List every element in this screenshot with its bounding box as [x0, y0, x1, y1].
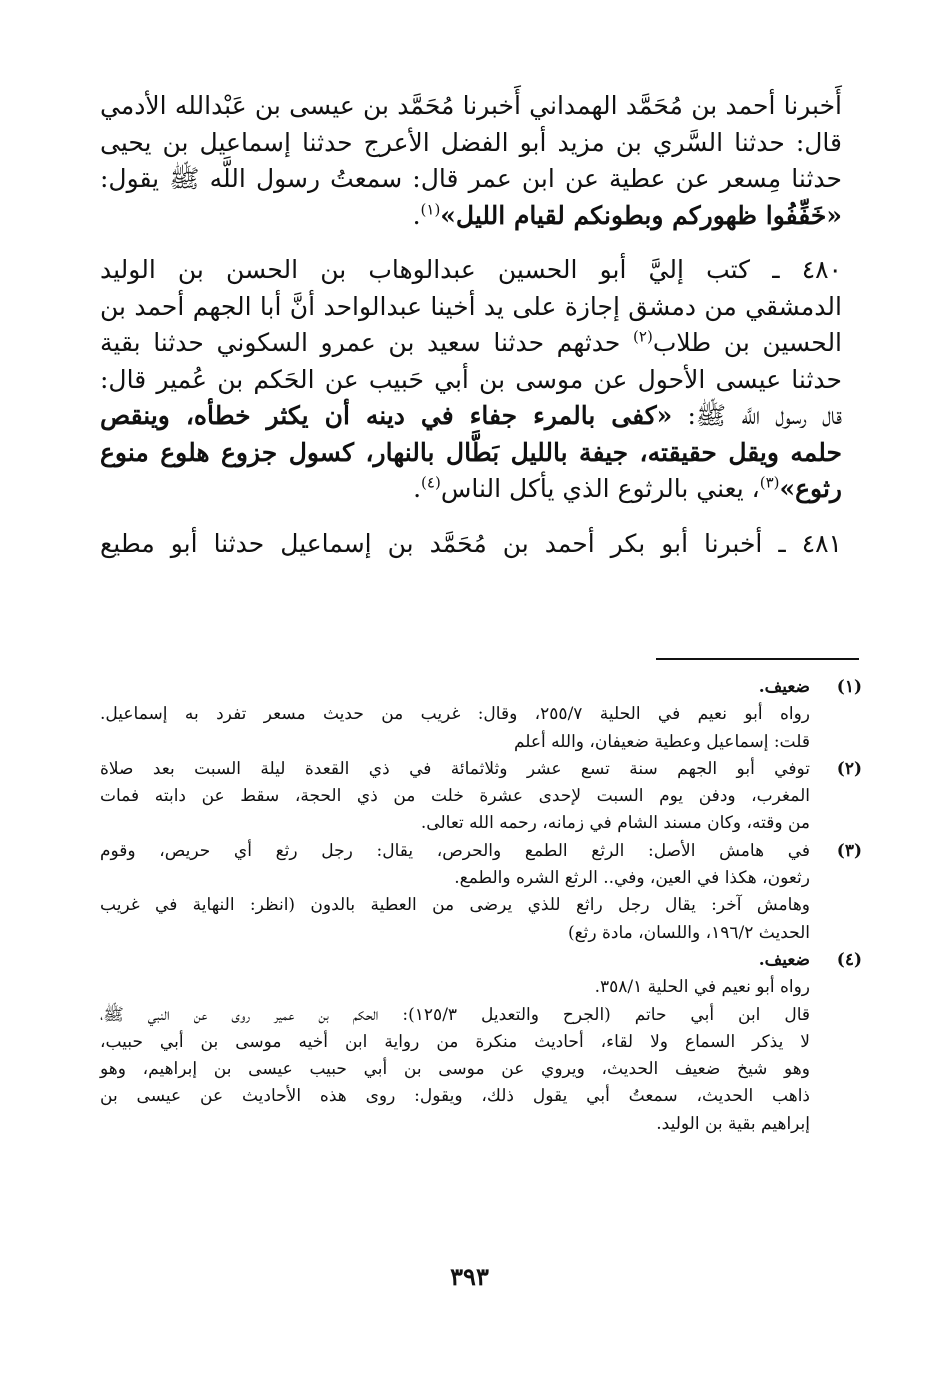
footnote-line: من وقته، وكان مسند الشام في زمانه، رحمه الله تعالى. — [420, 813, 810, 834]
footnote-line: قلت: إسماعيل وعطية ضعيفان، والله أعلم — [513, 731, 810, 752]
text-fragment: قال رسول اللَّه ﷺ: — [672, 401, 842, 430]
text-line: أَخبرنا أحمد بن مُحَمَّد الهمداني أَخبرنا مُحَمَّد بن عيسى بن عَبْدالله الأدمي — [100, 91, 842, 120]
text-line: قال: حدثنا السَّري بن مزيد أبو الفضل الأعرج حدثنا إسماعيل بن يحيى — [100, 127, 842, 157]
footnote-line: وهو شيخ ضعيف الحديث، ويروي عن موسى بن أبي حبيب عيسى بن إبراهيم، وهو — [100, 1059, 810, 1080]
footnote-line: الحديث ١٩٦/٢، واللسان، مادة رثع) — [567, 922, 810, 943]
footnote-line: في هامش الأصل: الرثع الطمع والحرص، يقال: رجل رثع أي حريص، وقوم — [100, 840, 810, 861]
text-line — [100, 435, 842, 472]
footnote-line: ضعيف. — [758, 677, 810, 697]
text-line: ٤٨١ ـ أخبرنا أبو بكر أحمد بن مُحَمَّد بن إسماعيل حدثنا أبو مطيع — [100, 528, 842, 558]
footnote-number: (١) — [836, 677, 862, 697]
footnote-line: قال ابن أبي حاتم (الجرح والتعديل ١٢٥/٣): الحكم بن عمير روى عن النبي ﷺ، — [100, 1004, 810, 1025]
footnote-ref: (٢) — [633, 327, 653, 346]
footnotes — [100, 674, 862, 1138]
footnote-2 — [100, 756, 862, 838]
hadith-text: حلمه ويقل حقيقته، جيفة بالليل بَطَّال بالنهار، كسول جزوع هلوع منوع — [100, 437, 842, 467]
page-number: ٣٩٣ — [450, 1262, 489, 1291]
footnote-line: المغرب، ودفن يوم السبت لإحدى عشرة خلت من ذي الحجة، سقط عن دابته فمات — [100, 786, 810, 807]
hadith-text: «خَفِّفُوا ظهوركم وبطونكم لقيام الليل» — [440, 200, 842, 230]
text-line: حدثنا مِسعر عن عطية عن ابن عمر قال: سمعتُ رسول اللَّه ﷺ يقول: — [100, 164, 842, 193]
hadith-text: «كفى بالمرء جفاء في دينه أن يكثر خطأه، وينقص — [100, 401, 673, 430]
footnote-ref: (٣) — [759, 473, 780, 492]
footnote-ref: (١) — [420, 200, 441, 219]
footnote-number: (٤) — [836, 949, 862, 970]
punctuation: . — [412, 200, 421, 230]
footnote-line: إبراهيم بقية بن الوليد. — [656, 1113, 810, 1134]
footnote-number: (٣) — [836, 840, 862, 861]
footnote-line: رثعون، هكذا في العين، وفي.. الرثع الشره والطمع. — [454, 868, 810, 889]
text-fragment: حدثهم حدثنا سعيد بن عمرو السكوني حدثنا بقية — [100, 328, 634, 357]
footnote-line: توفي أبو الجهم سنة تسع عشر وثلاثمائة في ذي القعدة ليلة السبت بعد صلاة — [100, 758, 810, 779]
footnote-line: وهامش آخر: يقال رجل راثع للذي يرضى من العطية بالدون (انظر: النهاية في غريب — [100, 895, 810, 916]
text-line — [100, 325, 842, 362]
footnote-ref: (٤) — [421, 473, 441, 492]
text-fragment: الحسين بن طلاب — [652, 328, 843, 357]
main-text — [100, 88, 842, 562]
footnote-number: (٢) — [836, 758, 862, 779]
text-line: الدمشقي من دمشق إجازة على يد أخينا عبدالواحد أنَّ أبا الجهم أحمد بن — [100, 291, 842, 321]
text-line: حدثنا عيسى الأحول عن موسى بن أبي حَبيب عن الحَكم بن عُمير قال: — [100, 364, 842, 394]
text-line — [100, 198, 842, 235]
footnote-line: لا يذكر السماع ولا لقاء، أحاديث منكرة من رواية ابن أخيه موسى بن أبي حبيب، — [100, 1031, 810, 1052]
text-line: ٤٨٠ ـ كتب إليَّ أبو الحسين عبدالوهاب بن الحسن بن الوليد — [100, 255, 842, 284]
footnote-4 — [100, 947, 862, 1138]
footnote-line: رواه أبو نعيم في الحلية ٣٥٨/١. — [594, 977, 810, 998]
text-fragment: ، يعني بالرثوع الذي يأكل الناس — [440, 474, 760, 503]
footnote-line: ذاهب الحديث، سمعتُ أبي يقول ذلك، ويقول: روى هذه الأحاديث عن عيسى بن — [100, 1086, 810, 1107]
footnote-3 — [100, 838, 862, 947]
text-line — [100, 398, 842, 435]
punctuation: . — [413, 474, 422, 503]
text-line — [100, 471, 842, 508]
footnote-1 — [100, 674, 862, 756]
footnote-line: ضعيف. — [758, 949, 810, 970]
footnote-separator — [656, 658, 859, 660]
footnote-line: رواه أبو نعيم في الحلية ٢٥٥/٧، وقال: غريب من حديث مسعر تفرد به إسماعيل. — [100, 704, 811, 725]
hadith-text: رثوع» — [779, 474, 842, 503]
